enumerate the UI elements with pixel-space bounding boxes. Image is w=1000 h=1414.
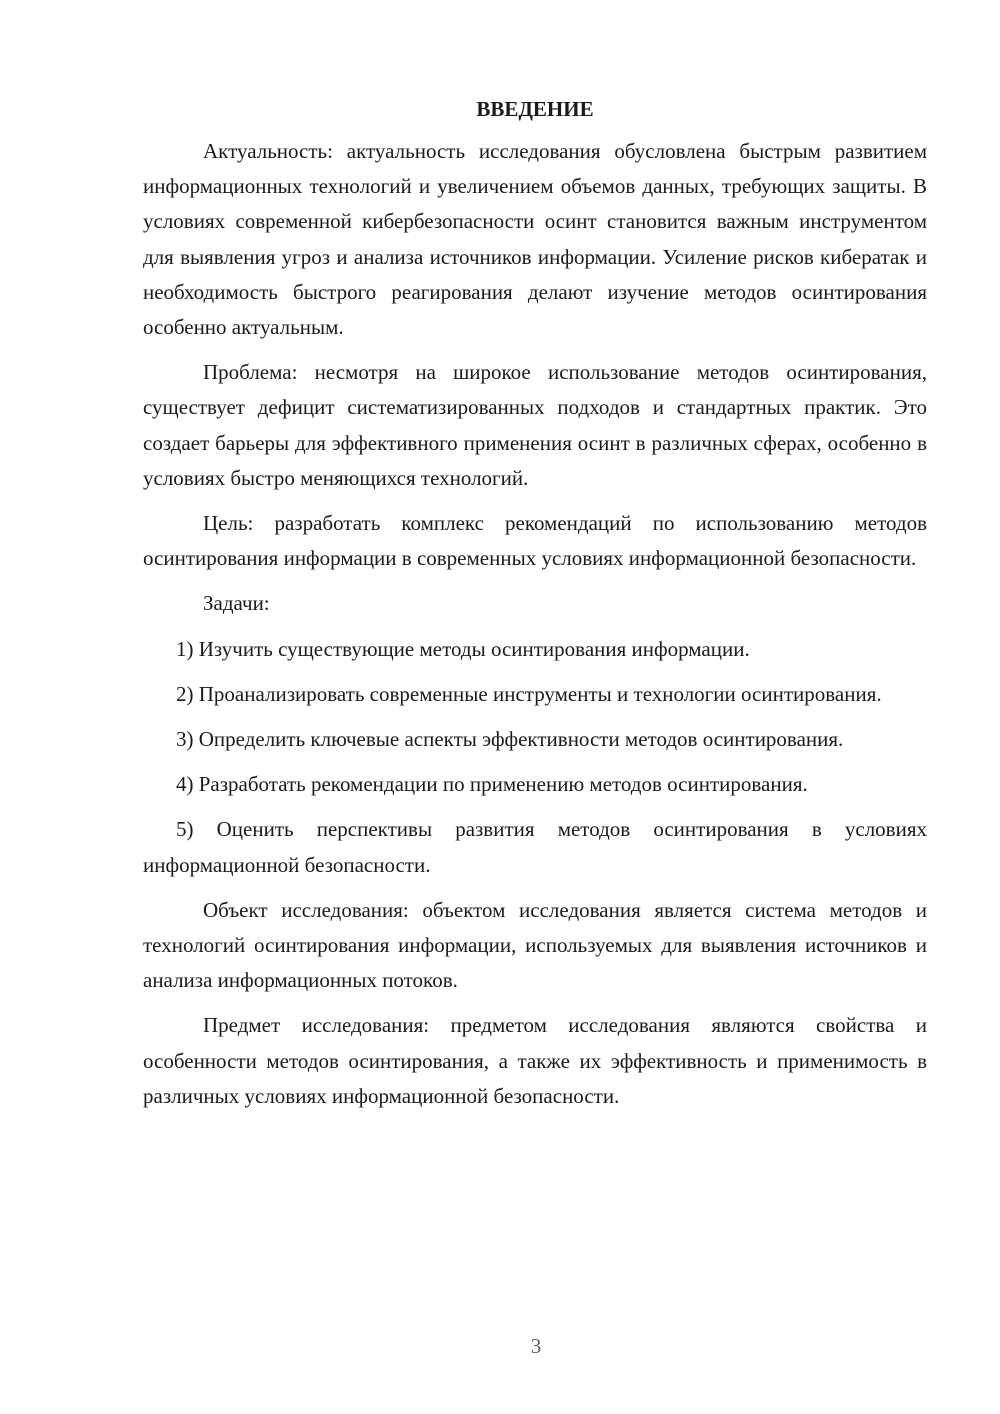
goal-paragraph: Цель: разработать комплекс рекомендаций по использованию методов осинтирования информации в современных условиях информационной безопасности. xyxy=(143,511,927,571)
relevance-paragraph: Актуальность: актуальность исследования обусловлена быстрым развитием информационных технологий и увеличением объемов данных, требующих защиты. В условиях современной кибербезопасности осинт становится важным инструментом для выявления угроз и анализа источников информации. Усиление рисков кибератак и необходимость быстрого реагирования делают изучение методов осинтирования особенно актуальным. xyxy=(143,139,927,340)
tasks-heading: Задачи: xyxy=(203,591,270,616)
object-paragraph: Объект исследования: объектом исследования является система методов и технологий осинтирования информации, используемых для выявления источников и анализа информационных потоков. xyxy=(143,897,927,993)
problem-paragraph: Проблема: несмотря на широкое использование методов осинтирования, существует дефицит систематизированных подходов и стандартных практик. Это создает барьеры для эффективного применения осинт в различных сферах, особенно в условиях быстро меняющихся технологий. xyxy=(143,360,927,490)
subject-paragraph: Предмет исследования: предметом исследования являются свойства и особенности методов осинтирования, а также их эффективность и применимость в различных условиях информационной безопасности. xyxy=(143,1013,927,1108)
task-item-3: 3) Определить ключевые аспекты эффективности методов осинтирования. xyxy=(176,727,844,752)
task-item-4: 4) Разработать рекомендации по применению методов осинтирования. xyxy=(176,772,808,797)
task-item-5: 5) Оценить перспективы развития методов осинтирования в условиях информационной безопасности. xyxy=(143,817,927,877)
task-item-2: 2) Проанализировать современные инструменты и технологии осинтирования. xyxy=(176,681,882,706)
task-item-1: 1) Изучить существующие методы осинтирования информации. xyxy=(176,636,750,661)
page-content xyxy=(143,92,927,1124)
section-title: ВВЕДЕНИЕ xyxy=(476,97,594,121)
page-number: 3 xyxy=(530,1334,542,1358)
